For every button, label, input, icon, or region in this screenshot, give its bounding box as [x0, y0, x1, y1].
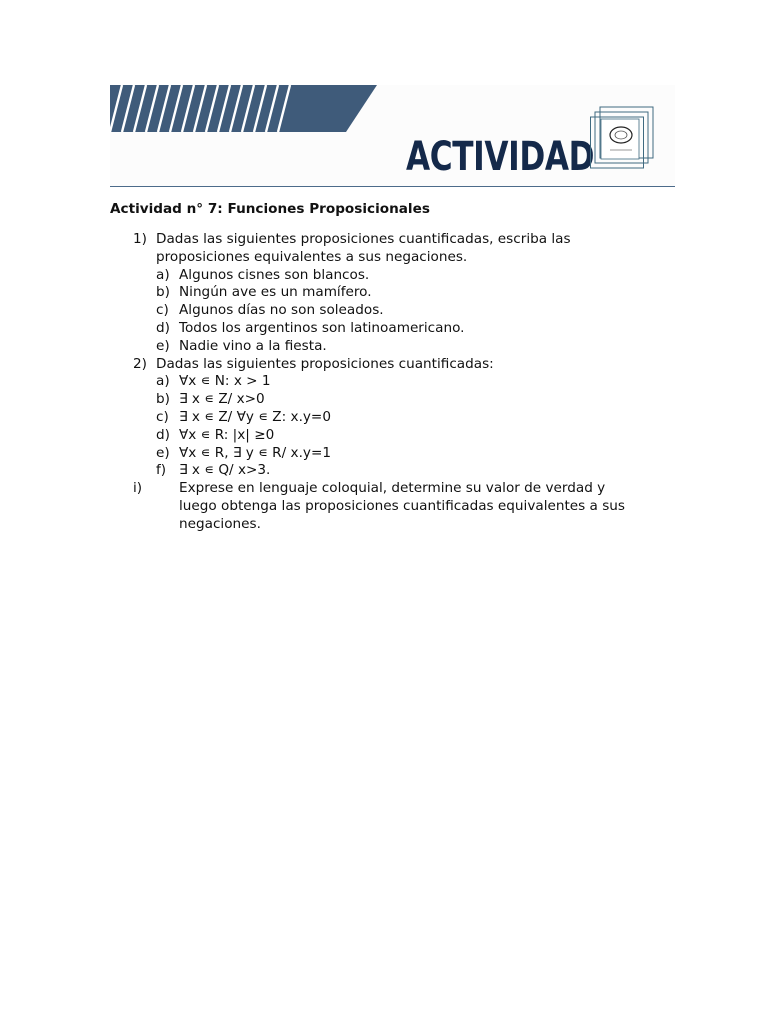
list-item: [0, 409, 768, 427]
item-text: Todos los argentinos son latinoamericano.: [179, 319, 465, 336]
list-item: [0, 462, 768, 480]
item-text: ∃ x ∊ Z/ ∀y ∊ Z: x.y=0: [179, 408, 331, 425]
item-label: b): [156, 391, 170, 408]
item-text: ∃ x ∊ Z/ x>0: [179, 391, 265, 408]
item-text: ∃ x ∊ Q/ x>3.: [179, 462, 271, 479]
question-number: 2): [133, 355, 147, 372]
item-label: i): [133, 480, 143, 497]
item-text: ∀x ∊ R, ∃ y ∊ R/ x.y=1: [179, 444, 331, 461]
list-item: [0, 267, 768, 285]
item-text: Ningún ave es un mamífero.: [179, 284, 372, 301]
item-label: c): [156, 408, 169, 425]
item-label: a): [156, 373, 170, 390]
header-banner: [110, 85, 675, 187]
question-text: Dadas las siguientes proposiciones cuantificadas:: [156, 355, 494, 372]
exercise-list: [0, 231, 768, 534]
list-item: [0, 338, 768, 356]
item-label: e): [156, 337, 170, 354]
item-text: negaciones.: [179, 515, 261, 532]
question-1-continuation: [0, 249, 768, 267]
question-text: proposiciones equivalentes a sus negaciones.: [156, 248, 468, 265]
list-item: [0, 302, 768, 320]
header-divider: [110, 186, 675, 187]
list-item: [0, 320, 768, 338]
activity-heading: Actividad n° 7: Funciones Proposicionales: [110, 201, 430, 217]
question-number: 1): [133, 231, 147, 247]
item-label: d): [156, 319, 170, 336]
striped-banner-graphic: [110, 85, 380, 133]
sub-question-i-continuation: [0, 498, 768, 516]
list-item: [0, 284, 768, 302]
item-label: d): [156, 426, 170, 443]
item-text: Exprese en lenguaje coloquial, determine su valor de verdad y: [179, 480, 606, 497]
item-text: Algunos días no son soleados.: [179, 302, 384, 319]
activity-title: ACTIVIDAD: [406, 134, 595, 180]
item-text: Nadie vino a la fiesta.: [179, 337, 327, 354]
item-label: b): [156, 284, 170, 301]
item-label: e): [156, 444, 170, 461]
question-2: [0, 356, 768, 374]
institution-seal-icon: [590, 106, 656, 170]
item-text: ∀x ∊ N: x > 1: [179, 373, 271, 390]
sub-question-i: [0, 480, 768, 498]
question-1: [0, 231, 768, 249]
list-item: [0, 391, 768, 409]
item-text: ∀x ∊ R: |x| ≥0: [179, 426, 275, 443]
item-label: f): [156, 462, 167, 479]
item-text: luego obtenga las proposiciones cuantificadas equivalentes a sus: [179, 497, 625, 514]
item-label: c): [156, 302, 169, 319]
item-text: Algunos cisnes son blancos.: [179, 266, 370, 283]
list-item: [0, 445, 768, 463]
list-item: [0, 427, 768, 445]
question-text: Dadas las siguientes proposiciones cuantificadas, escriba las: [156, 231, 571, 247]
list-item: [0, 373, 768, 391]
item-label: a): [156, 266, 170, 283]
sub-question-i-continuation: [0, 516, 768, 534]
